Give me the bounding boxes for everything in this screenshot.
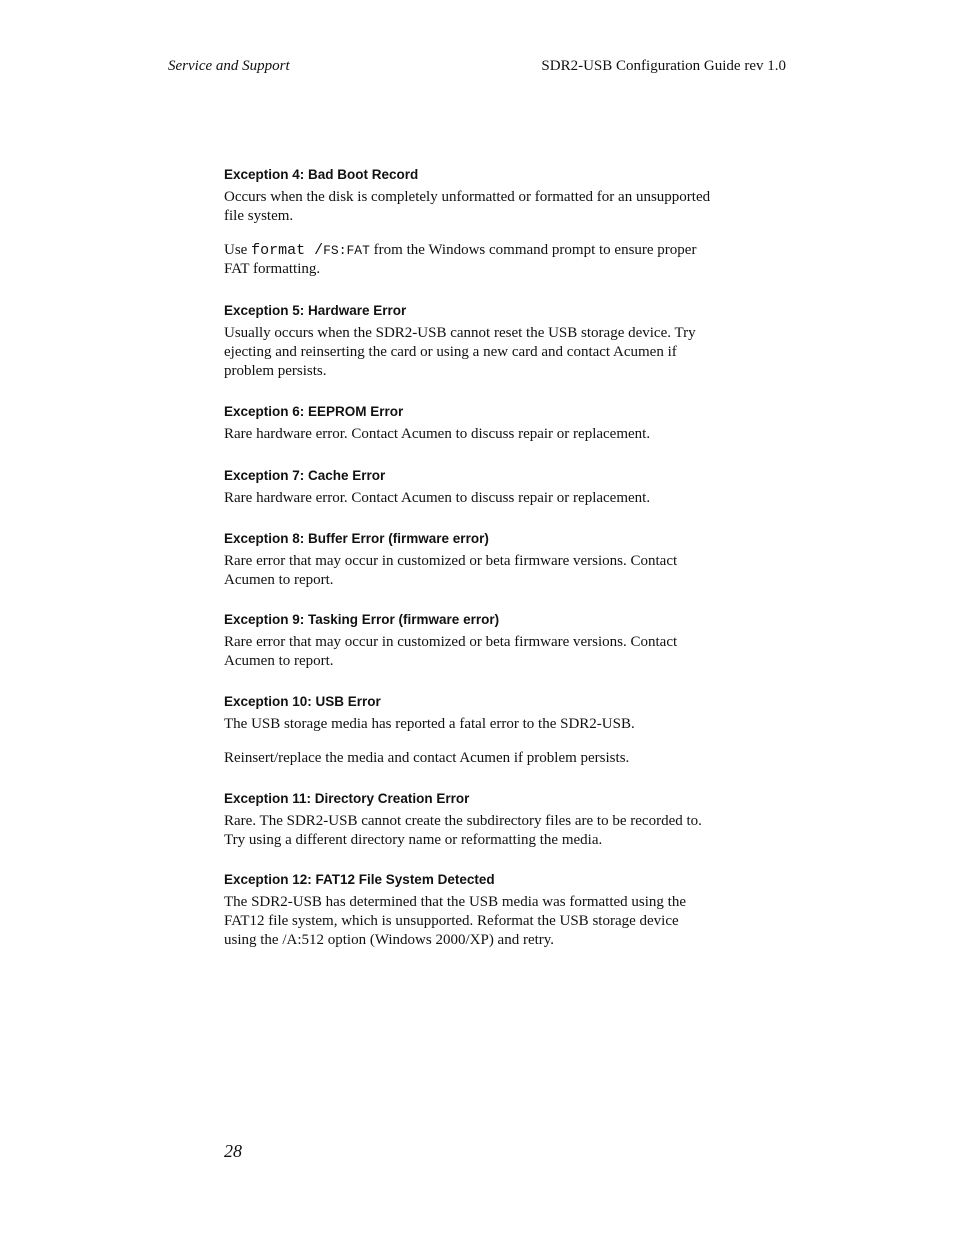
- section-heading: Exception 4: Bad Boot Record: [224, 167, 419, 182]
- section-heading: Exception 8: Buffer Error (firmware error): [224, 531, 489, 546]
- running-header-section: Service and Support: [168, 58, 290, 74]
- text-run: Use: [224, 242, 252, 258]
- section-paragraph: The SDR2-USB has determined that the USB media was formatted using the FAT12 file system, which is unsupported. Reformat the USB storage device using the /A:512 option (Windows 2000/XP) and retry.: [224, 894, 687, 948]
- section-heading: Exception 7: Cache Error: [224, 468, 386, 483]
- exception-4-section: [224, 166, 714, 279]
- section-paragraph: The USB storage media has reported a fatal error to the SDR2-USB.: [224, 716, 635, 732]
- section-paragraph-command: [224, 241, 714, 279]
- page-body: [224, 166, 714, 950]
- running-header-title: SDR2-USB Configuration Guide rev 1.0: [541, 58, 786, 74]
- exception-5-section: [224, 302, 714, 381]
- section-paragraph: Occurs when the disk is completely unformatted or formatted for an unsupported file system.: [224, 189, 711, 224]
- section-heading: Exception 6: EEPROM Error: [224, 404, 404, 419]
- section-heading: Exception 9: Tasking Error (firmware error): [224, 612, 500, 627]
- command-code-option: FS:FAT: [323, 243, 370, 258]
- exception-9-section: [224, 611, 714, 671]
- section-paragraph: Usually occurs when the SDR2-USB cannot reset the USB storage device. Try ejecting and reinserting the card or using a new card and contact Acumen if problem persists.: [224, 325, 696, 379]
- section-paragraph: Rare hardware error. Contact Acumen to discuss repair or replacement.: [224, 490, 651, 506]
- section-heading: Exception 12: FAT12 File System Detected: [224, 872, 495, 887]
- section-heading: Exception 11: Directory Creation Error: [224, 791, 470, 806]
- exception-7-section: [224, 467, 714, 508]
- text-run: from the Windows command prompt to ensure proper FAT formatting.: [224, 242, 697, 277]
- section-paragraph: Rare. The SDR2-USB cannot create the subdirectory files are to be recorded to. Try using a different directory name or reformatting the media.: [224, 813, 702, 848]
- exception-8-section: [224, 530, 714, 590]
- section-paragraph: Reinsert/replace the media and contact Acumen if problem persists.: [224, 750, 630, 766]
- exception-10-section: [224, 693, 714, 768]
- exception-6-section: [224, 403, 714, 444]
- section-paragraph: Rare error that may occur in customized or beta firmware versions. Contact Acumen to report.: [224, 553, 678, 588]
- section-heading: Exception 5: Hardware Error: [224, 303, 407, 318]
- command-code: format /: [251, 242, 324, 259]
- exception-12-section: [224, 871, 714, 950]
- section-paragraph: Rare error that may occur in customized or beta firmware versions. Contact Acumen to report.: [224, 634, 678, 669]
- section-paragraph: Rare hardware error. Contact Acumen to discuss repair or replacement.: [224, 426, 651, 442]
- section-heading: Exception 10: USB Error: [224, 694, 381, 709]
- exception-11-section: [224, 790, 714, 850]
- page-number: 28: [224, 1141, 242, 1161]
